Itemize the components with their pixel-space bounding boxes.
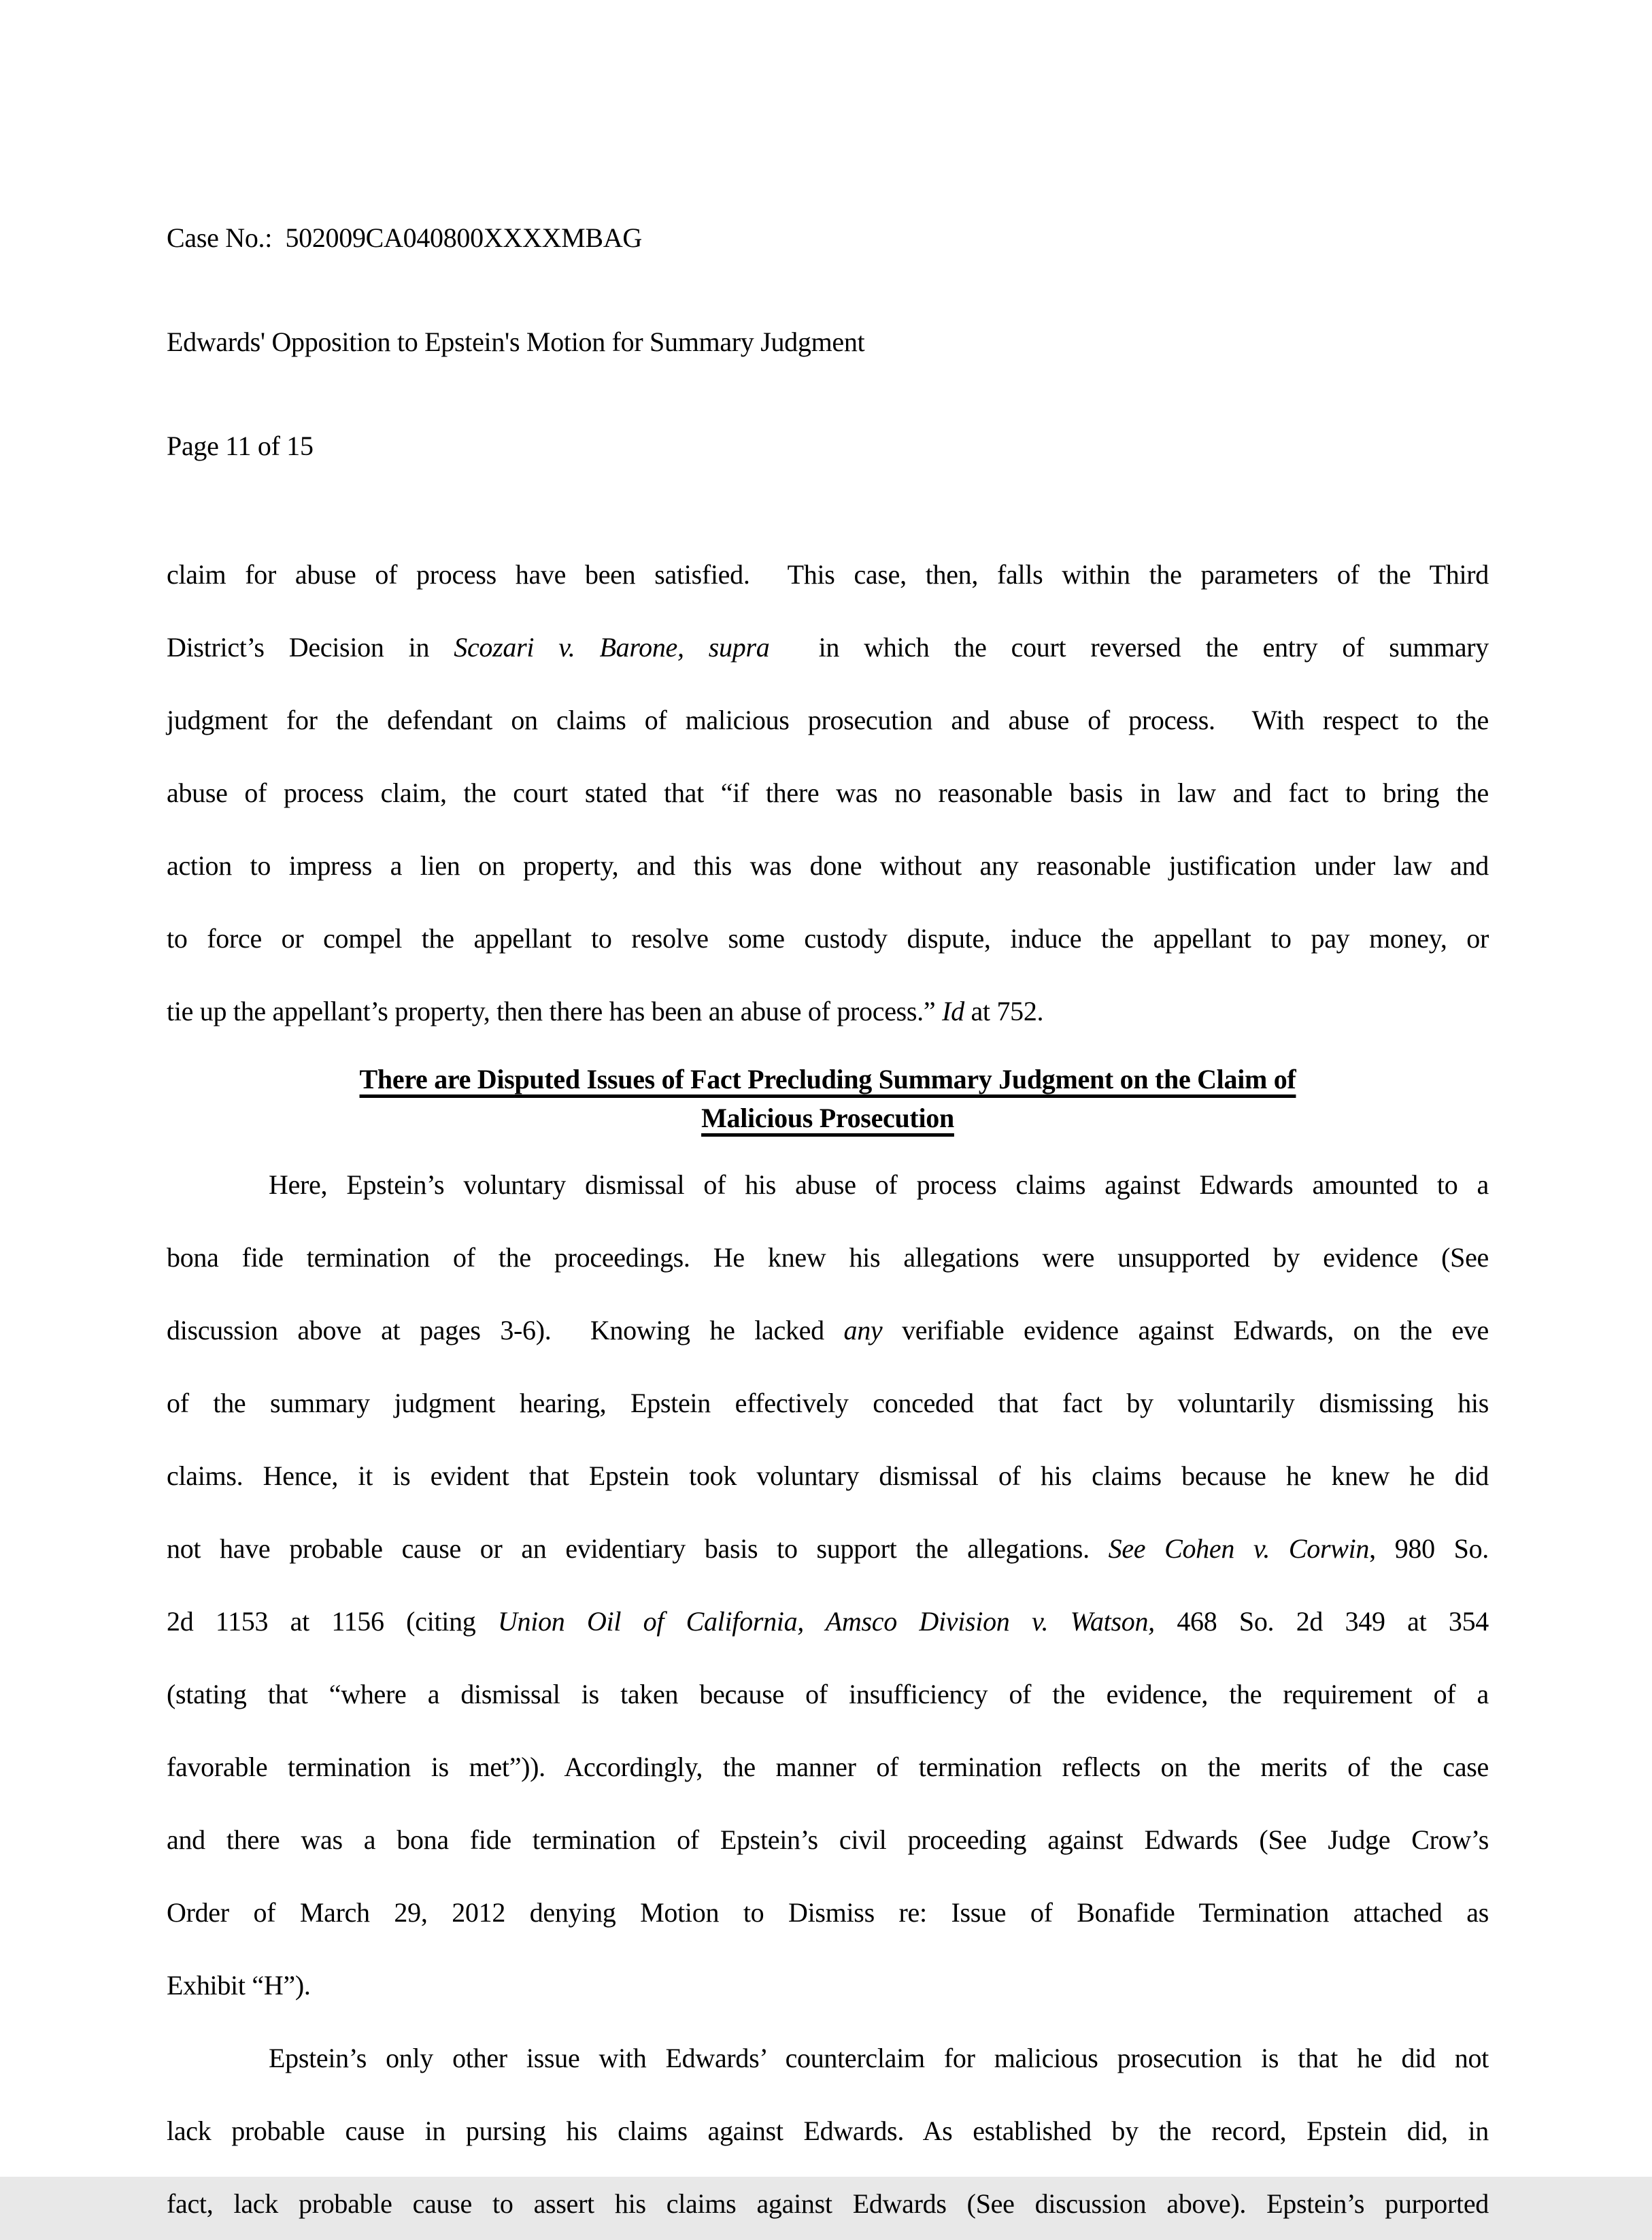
text-line — [167, 1439, 1489, 1512]
text-line — [167, 1221, 1489, 1294]
italic-citation-text: Id — [942, 996, 964, 1026]
text-line — [167, 756, 1489, 829]
text-line — [167, 684, 1489, 756]
body-text: to force or compel the appellant to resolve some custody dispute, induce the appellant to pay money, or — [167, 923, 1489, 954]
text-line — [167, 1294, 1489, 1367]
text-line — [167, 1949, 1489, 2022]
body-text: abuse of process claim, the court stated that “if there was no reasonable basis in law and fact to bring the — [167, 778, 1489, 808]
body-text: tie up the appellant’s property, then there has been an abuse of process.” — [167, 996, 943, 1026]
body-text: Order of March 29, 2012 denying Motion to Dismiss re: Issue of Bonafide Termination attached as — [167, 1897, 1489, 1928]
paragraph — [167, 2022, 1489, 2240]
body-text: and there was a bona fide termination of Epstein’s civil proceeding against Edwards (See Judge Crow’s — [167, 1824, 1489, 1855]
document-title-line: Edwards' Opposition to Epstein's Motion for Summary Judgment — [167, 327, 865, 357]
body-text: not have probable cause or an evidentiary basis to support the allegations. — [167, 1533, 1109, 1564]
case-number-line: Case No.: 502009CA040800XXXXMBAG — [167, 222, 642, 253]
text-line — [167, 1876, 1489, 1949]
body-text: 2d 1153 at 1156 (citing — [167, 1606, 498, 1637]
section-heading-line-1: There are Disputed Issues of Fact Precluding Summary Judgment on the Claim of — [359, 1064, 1296, 1094]
text-line — [167, 1148, 1489, 1221]
body-text: favorable termination is met”)). Accordingly, the manner of termination reflects on the merits of the case — [167, 1752, 1489, 1782]
italic-citation-text: See Cohen v. Corwin — [1108, 1533, 1370, 1564]
text-line — [167, 1585, 1489, 1658]
section-heading — [167, 1060, 1489, 1137]
body-text: Here, Epstein’s voluntary dismissal of his abuse of process claims against Edwards amounted to a — [269, 1169, 1489, 1200]
text-line — [167, 829, 1489, 902]
body-text: bona fide termination of the proceedings. He knew his allegations were unsupported by evidence (See — [167, 1242, 1489, 1273]
italic-citation-text: Union Oil of California, Amsco Division v. Watson, — [497, 1606, 1155, 1637]
body-slot-1 — [167, 538, 1489, 1048]
body-text: District’s Decision in — [167, 632, 454, 663]
body-text: fact, lack probable cause to assert his claims against Edwards (See discussion above). Epstein’s purported — [167, 2188, 1489, 2219]
page-number-line: Page 11 of 15 — [167, 431, 314, 461]
italic-citation-text: Scozari v. Barone, supra — [454, 632, 770, 663]
body-text: claim for abuse of process have been satisfied. This case, then, falls within the parameters of the Third — [167, 559, 1489, 590]
body-text: at 752. — [964, 996, 1044, 1026]
body-text: Epstein’s only other issue with Edwards’ counterclaim for malicious prosecution is that he did not — [269, 2043, 1489, 2073]
text-line — [167, 2022, 1489, 2094]
text-line — [167, 902, 1489, 975]
text-line — [167, 975, 1489, 1048]
text-line — [167, 538, 1489, 611]
body-text: in which the court reversed the entry of summary — [769, 632, 1489, 663]
text-line — [167, 1512, 1489, 1585]
body-slot-2 — [167, 1148, 1489, 2240]
text-line — [167, 2167, 1489, 2240]
body-text: of the summary judgment hearing, Epstein effectively conceded that fact by voluntarily dismissing his — [167, 1388, 1489, 1418]
body-text: judgment for the defendant on claims of malicious prosecution and abuse of process. With respect to the — [167, 705, 1489, 735]
italic-citation-text: any — [843, 1315, 883, 1345]
paragraph — [167, 538, 1489, 1048]
body-text: Exhibit “H”). — [167, 1970, 311, 2001]
body-text: action to impress a lien on property, and this was done without any reasonable justification under law and — [167, 850, 1489, 881]
text-line — [167, 2094, 1489, 2167]
body-text: claims. Hence, it is evident that Epstein took voluntary dismissal of his claims because he knew he did — [167, 1460, 1489, 1491]
body-text: discussion above at pages 3-6). Knowing he lacked — [167, 1315, 844, 1345]
body-text: (stating that “where a dismissal is taken because of insufficiency of the evidence, the requirement of a — [167, 1679, 1489, 1709]
text-line — [167, 1731, 1489, 1803]
text-line — [167, 1367, 1489, 1439]
body-text: verifiable evidence against Edwards, on the eve — [882, 1315, 1489, 1345]
text-line — [167, 611, 1489, 684]
document-body — [167, 538, 1489, 2240]
document-header — [167, 151, 1489, 533]
text-line — [167, 1803, 1489, 1876]
body-text: 468 So. 2d 349 at 354 — [1154, 1606, 1489, 1637]
body-text: lack probable cause in pursing his claims against Edwards. As established by the record, Epstein did, in — [167, 2116, 1489, 2146]
body-text: , 980 So. — [1369, 1533, 1489, 1564]
text-line — [167, 1658, 1489, 1731]
section-heading-line-2: Malicious Prosecution — [701, 1103, 954, 1133]
paragraph — [167, 1148, 1489, 2022]
